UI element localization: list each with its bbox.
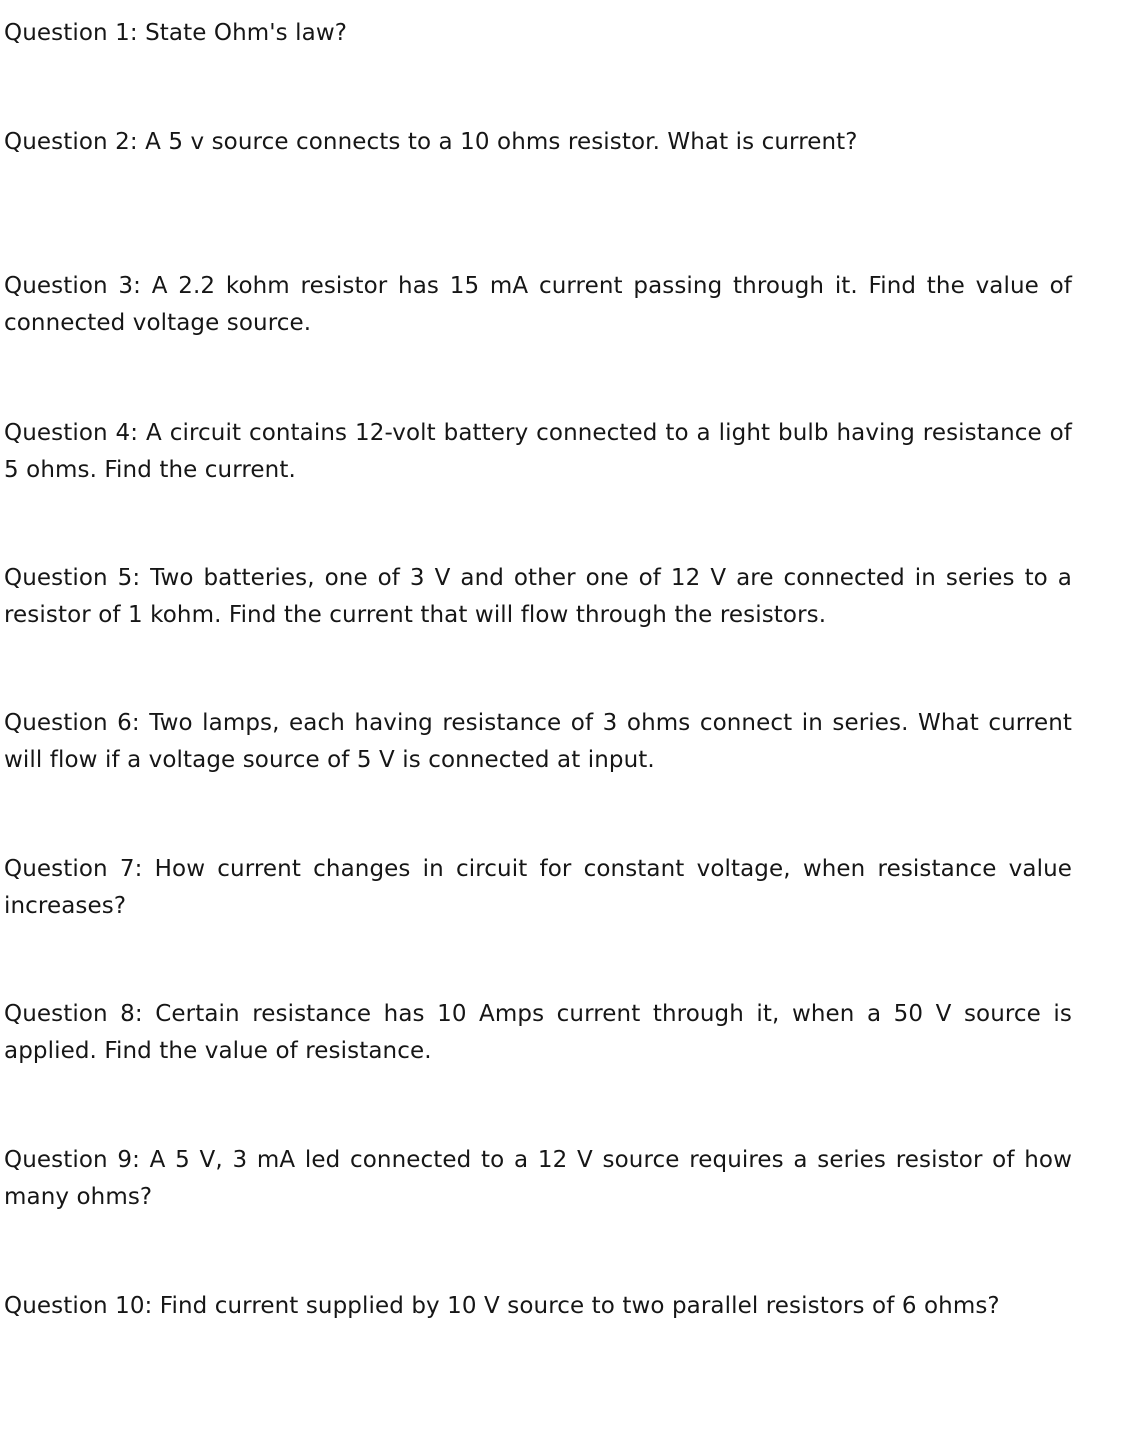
question-4: Question 4: A circuit contains 12-volt battery connected to a light bulb having resistance of 5 ohms. Find the current. [4, 420, 1072, 483]
question-6: Question 6: Two lamps, each having resistance of 3 ohms connect in series. What current will flow if a voltage source of 5 V is connected at input. [4, 710, 1072, 773]
question-7: Question 7: How current changes in circuit for constant voltage, when resistance value increases? [4, 856, 1072, 919]
question-5: Question 5: Two batteries, one of 3 V and other one of 12 V are connected in series to a resistor of 1 kohm. Find the current that will flow through the resistors. [4, 565, 1072, 628]
question-3: Question 3: A 2.2 kohm resistor has 15 mA current passing through it. Find the value of connected voltage source. [4, 273, 1072, 336]
question-9: Question 9: A 5 V, 3 mA led connected to a 12 V source requires a series resistor of how many ohms? [4, 1147, 1072, 1210]
question-10: Question 10: Find current supplied by 10 V source to two parallel resistors of 6 ohms? [4, 1293, 1000, 1319]
question-8: Question 8: Certain resistance has 10 Amps current through it, when a 50 V source is applied. Find the value of resistance. [4, 1001, 1072, 1064]
question-1: Question 1: State Ohm's law? [4, 20, 348, 46]
question-2: Question 2: A 5 v source connects to a 10 ohms resistor. What is current? [4, 129, 858, 155]
